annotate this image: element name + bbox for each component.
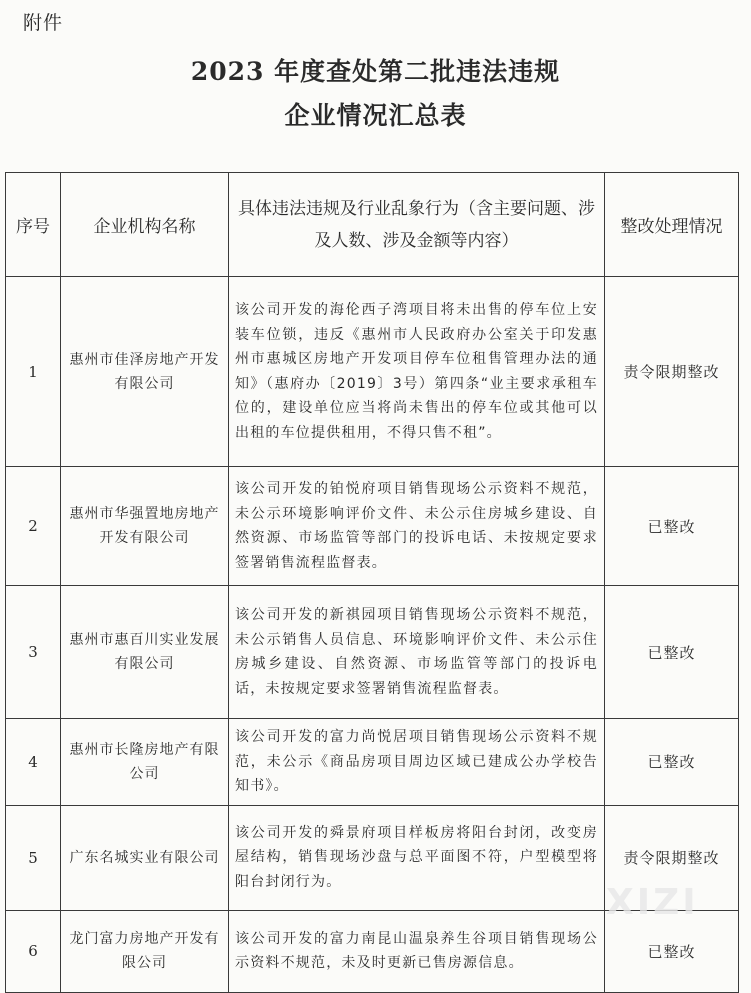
row-violation: 该公司开发的铂悦府项目销售现场公示资料不规范，未公示环境影响评价文件、未公示住房城乡建设、自然资源、市场监管等部门的投诉电话、未按规定要求签署销售流程监督表。 [229, 467, 605, 586]
violation-summary-table [5, 172, 739, 993]
row-index: 3 [6, 586, 61, 719]
row-index: 2 [6, 467, 61, 586]
table-row [6, 467, 739, 586]
row-index: 4 [6, 719, 61, 806]
document-subtitle: 企业情况汇总表 [284, 101, 467, 130]
header-result: 整改处理情况 [605, 173, 739, 277]
row-company: 惠州市长隆房地产有限公司 [61, 719, 229, 806]
row-violation: 该公司开发的舜景府项目样板房将阳台封闭，改变房屋结构，销售现场沙盘与总平面图不符，户型模型将阳台封闭行为。 [229, 805, 605, 910]
header-company: 企业机构名称 [61, 173, 229, 277]
table-header-row [6, 173, 739, 277]
row-index: 5 [6, 805, 61, 910]
row-company: 惠州市华强置地房地产开发有限公司 [61, 467, 229, 586]
row-result: 责令限期整改 [605, 277, 739, 467]
table-row [6, 277, 739, 467]
header-index: 序号 [6, 173, 61, 277]
row-violation: 该公司开发的海伦西子湾项目将未出售的停车位上安装车位锁，违反《惠州市人民政府办公室关于印发惠州市惠城区房地产开发项目停车位租售管理办法的通知》（惠府办〔2019〕3号）第四条“业主要求承租车位的，建设单位应当将尚未售出的停车位或其他可以出租的车位提供租用，不得只售不租”。 [229, 277, 605, 467]
row-violation: 该公司开发的新祺园项目销售现场公示资料不规范，未公示销售人员信息、环境影响评价文件、未公示住房城乡建设、自然资源、市场监管等部门的投诉电话，未按规定要求签署销售流程监督表。 [229, 586, 605, 719]
row-result: 已整改 [605, 586, 739, 719]
row-result: 已整改 [605, 467, 739, 586]
row-violation: 该公司开发的富力南昆山温泉养生谷项目销售现场公示资料不规范，未及时更新已售房源信息。 [229, 910, 605, 992]
document-title: 2023 年度查处第二批违法违规 [190, 57, 561, 86]
row-violation: 该公司开发的富力尚悦居项目销售现场公示资料不规范，未公示《商品房项目周边区域已建成公办学校告知书》。 [229, 719, 605, 806]
site-watermark: XIZI [606, 882, 699, 923]
attachment-label: 附件 [23, 12, 64, 34]
row-company: 龙门富力房地产开发有限公司 [61, 910, 229, 992]
row-result: 责令限期整改 [605, 805, 739, 910]
row-company: 惠州市佳泽房地产开发有限公司 [61, 277, 229, 467]
row-company: 惠州市惠百川实业发展有限公司 [61, 586, 229, 719]
table-row [6, 719, 739, 806]
header-violation: 具体违法违规及行业乱象行为（含主要问题、涉及人数、涉及金额等内容） [229, 173, 605, 277]
row-result: 已整改 [605, 719, 739, 806]
table-row [6, 586, 739, 719]
row-company: 广东名城实业有限公司 [61, 805, 229, 910]
row-index: 6 [6, 910, 61, 992]
row-index: 1 [6, 277, 61, 467]
row-result: 已整改 [605, 910, 739, 992]
